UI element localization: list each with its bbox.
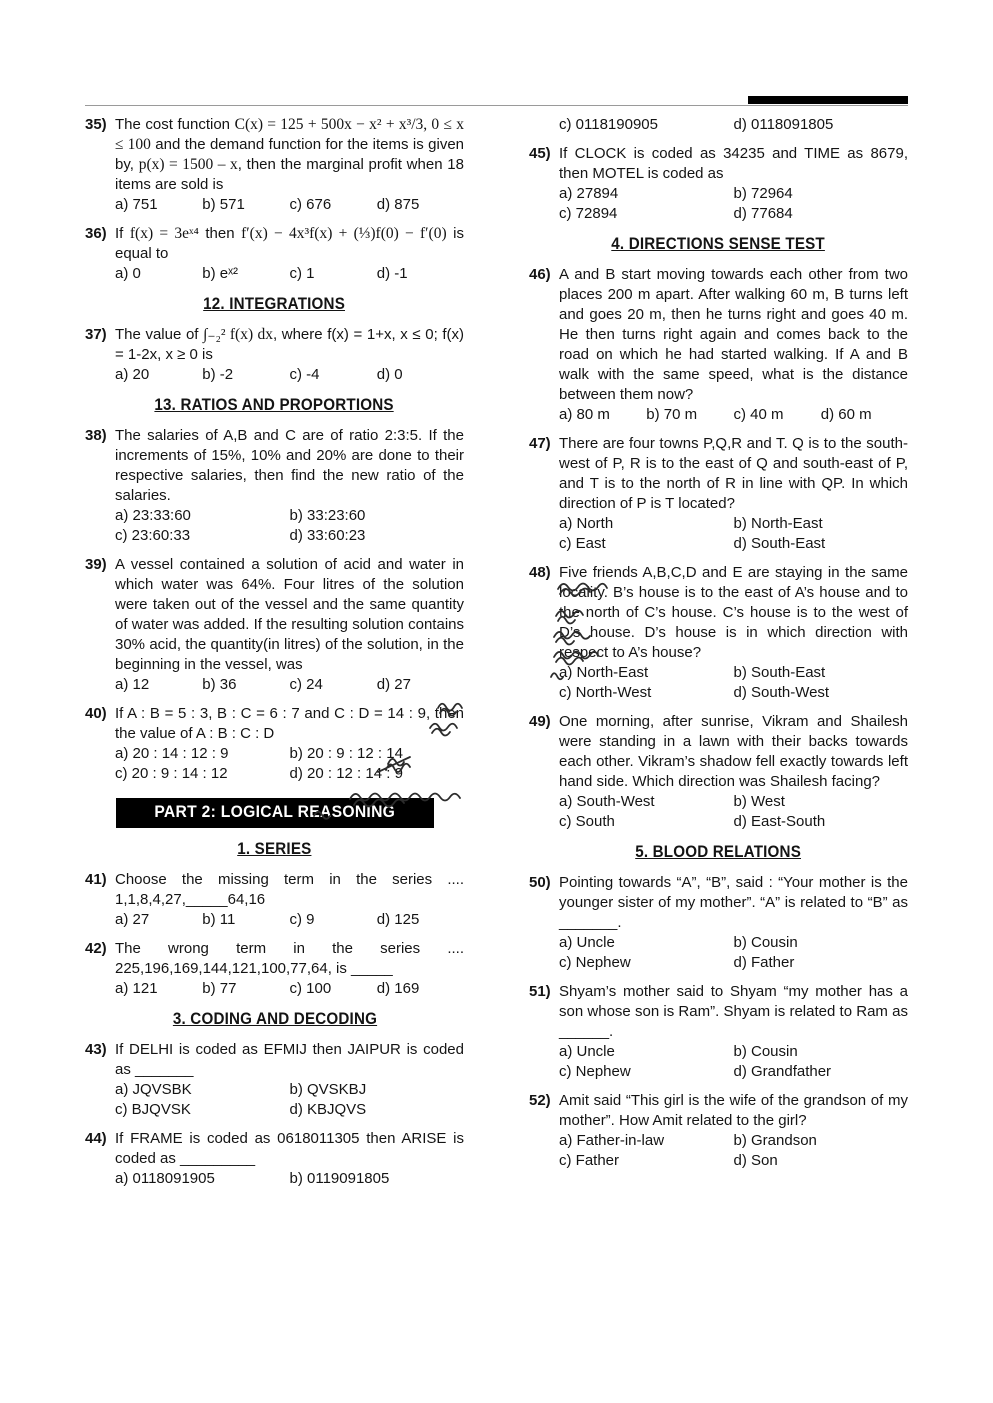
option-b: b) 20 : 9 : 12 : 14 [289,745,403,762]
question-number: 43) [85,1041,107,1058]
question-number: 36) [85,225,107,242]
options [559,184,908,224]
option-c: c) 23:60:33 [115,527,191,544]
options [559,792,908,832]
options [559,514,908,554]
section-heading-text: 1. SERIES [237,840,312,858]
question-text: A vessel contained a solution of acid and water in which water was 64%. Four litres of the solution were taken out of the vessel and the same quantity of water was added. If the resulting solution contains 30% acid, the quantity(in litres) of the solution, in the beginning in the vessel, was [115,556,464,673]
question-46 [529,265,908,425]
option-a: a) 121 [115,980,158,997]
question-49 [529,712,908,832]
question-number: 47) [529,435,551,452]
option-c: c) 0118190905 [559,116,658,133]
section-heading-text: 3. CODING AND DECODING [172,1010,377,1028]
option-b: b) 72964 [733,185,793,202]
option-c: c) Father [559,1152,620,1169]
options [115,195,464,215]
option-a: a) Father-in-law [559,1132,665,1149]
question-number: 37) [85,326,107,343]
option-b: b) QVSKBJ [289,1081,367,1098]
option-a: a) JQVSBK [115,1081,192,1098]
question-number: 40) [85,705,107,722]
question-45 [529,144,908,224]
question-text: The value of ∫₋₂² f(x) dx, where f(x) = 1+x, x ≤ 0; f(x) = 1-2x, x ≥ 0 is [115,326,465,363]
question-number: 45) [529,145,551,162]
section-heading-series [85,838,464,861]
option-a: a) North-East [559,664,649,681]
option-d: d) 77684 [733,205,793,222]
question-35 [85,115,464,215]
option-a: a) 0118091905 [115,1170,215,1187]
section-heading-blood-relations [529,841,908,864]
option-d: d) 20 : 12 : 14 : 9 [289,765,403,782]
option-d: d) 60 m [820,406,872,423]
option-a: a) 23:33:60 [115,507,191,524]
options [115,365,464,385]
question-number: 42) [85,940,107,957]
question-text: The wrong term in the series .... 225,196,169,144,121,100,77,64, is _____ [115,940,464,977]
question-38 [85,426,464,546]
question-body [559,144,908,224]
option-d: d) Son [733,1152,778,1169]
question-number-spacer [529,115,559,135]
question-body [115,1040,464,1120]
question-text: If DELHI is coded as EFMIJ then JAIPUR is coded as _______ [115,1041,464,1078]
question-44 [85,1129,464,1189]
question-number: 41) [85,871,107,888]
option-b: b) 0119091805 [289,1170,390,1187]
question-43 [85,1040,464,1120]
question-body [115,704,464,784]
top-black-bar [748,96,908,104]
option-d: d) South-East [733,535,826,552]
options [115,264,464,284]
question-body [115,224,464,284]
question-body [559,563,908,703]
question-number: 49) [529,713,551,730]
option-d: d) 33:60:23 [289,527,366,544]
question-number: 48) [529,564,551,581]
option-c: c) North-West [559,684,652,701]
question-52 [529,1091,908,1171]
question-body [115,115,464,215]
question-number: 50) [529,874,551,891]
options [115,506,464,546]
option-c: c) 9 [289,911,315,928]
option-d: d) East-South [733,813,826,830]
math-expression: ∫₋₂² f(x) dx [203,326,273,343]
question-50 [529,873,908,973]
part2-banner [116,798,434,828]
question-body [559,434,908,554]
option-b: b) 571 [202,196,245,213]
option-a: a) 20 [115,366,150,383]
option-b: b) 77 [202,980,237,997]
question-body [559,873,908,973]
right-column [529,115,908,1198]
question-text: Shyam’s mother said to Shyam “my mother has a son whose son is Ram”. Shyam is related to Ram as ______. [559,983,908,1040]
option-a: a) 12 [115,676,150,693]
question-48 [529,563,908,703]
option-d: d) -1 [376,265,408,282]
option-c: c) 100 [289,980,332,997]
options [559,663,908,703]
question-text: Pointing towards “A”, “B”, said : “Your mother is the younger sister of my mother”. “A” is related to “B” as _______. [559,874,908,931]
question-37 [85,325,464,385]
question-body [115,426,464,546]
option-b: b) -2 [202,366,234,383]
option-a: a) 27894 [559,185,619,202]
question-body [559,1091,908,1171]
question-text: Choose the missing term in the series .... 1,1,8,4,27,_____64,16 [115,871,464,908]
option-d: d) 27 [376,676,411,693]
section-heading-directions [529,233,908,256]
question-body [115,325,464,385]
question-number: 46) [529,266,551,283]
question-number: 35) [85,116,107,133]
option-b: b) West [733,793,785,810]
option-a: a) Uncle [559,934,615,951]
options [115,979,464,999]
option-c: c) 20 : 9 : 14 : 12 [115,765,228,782]
top-rule [85,105,908,106]
question-number: 39) [85,556,107,573]
section-heading-text: 13. RATIOS AND PROPORTIONS [154,396,395,414]
question-text: Five friends A,B,C,D and E are staying in the same locality. B’s house is to the east of A’s house and to the north of C’s house. C’s house is to the west of D’s house. D’s house is in which direction with respect to A’s house? [559,564,908,661]
options [559,933,908,973]
question-text: Amit said “This girl is the wife of the grandson of my mother”. How Amit related to the girl? [559,1092,908,1129]
options [559,405,908,425]
question-number: 52) [529,1092,551,1109]
question-text: One morning, after sunrise, Vikram and Shailesh were standing in a lawn with their backs towards each other. Vikram’s shadow fell exactly towards left hand side. Which direction was Shailesh facing? [559,713,908,790]
question-44-continued-options [529,115,908,135]
option-d: d) KBJQVS [289,1101,367,1118]
section-heading-coding [85,1008,464,1031]
options [115,910,464,930]
option-d: d) South-West [733,684,830,701]
option-d: d) Grandfather [733,1063,832,1080]
question-text: The salaries of A,B and C are of ratio 2:3:5. If the increments of 15%, 10% and 20% are done to their respective salaries, then find the new ratio of the salaries. [115,427,464,504]
options [115,1169,464,1189]
question-text: If CLOCK is coded as 34235 and TIME as 8679, then MOTEL is coded as [559,145,908,182]
math-expression: f′(x) − 4x³f(x) + (⅓)f(0) − f′(0) [241,225,447,242]
option-d: d) 875 [376,196,420,213]
question-text: If A : B = 5 : 3, B : C = 6 : 7 and C : D = 14 : 9, then the value of A : B : C : D [115,705,464,742]
option-b: b) 70 m [646,406,698,423]
question-number: 51) [529,983,551,1000]
option-c: c) 40 m [733,406,784,423]
option-d: d) Father [733,954,795,971]
option-c: c) BJQVSK [115,1101,191,1118]
left-column [85,115,464,1198]
question-body [559,115,908,135]
option-c: c) 72894 [559,205,618,222]
option-a: a) 0 [115,265,141,282]
option-c: c) East [559,535,606,552]
options [559,1131,908,1171]
option-b: b) Cousin [733,1043,798,1060]
question-text: If FRAME is coded as 0618011305 then ARISE is coded as _________ [115,1130,464,1167]
question-body [115,1129,464,1189]
option-c: c) South [559,813,615,830]
option-b: b) North-East [733,515,823,532]
question-body [115,555,464,695]
math-expression: p(x) = 1500 – x [138,156,238,173]
option-a: a) 80 m [559,406,610,423]
question-number: 44) [85,1130,107,1147]
question-body [559,982,908,1082]
option-c: c) 1 [289,265,315,282]
question-36 [85,224,464,284]
section-heading-integrations [85,293,464,316]
question-47 [529,434,908,554]
option-d: d) 125 [376,911,420,928]
option-b: b) South-East [733,664,826,681]
option-d: d) 169 [376,980,420,997]
question-text: There are four towns P,Q,R and T. Q is to the south-west of P, R is to the east of Q and south-east of P, and T is to the north of R in line with QP. In which direction of P is T located? [559,435,908,512]
question-body [115,870,464,930]
section-heading-ratios [85,394,464,417]
math-expression: C(x) = 125 + 500x − x² + x³/3, 0 ≤ x ≤ 100 [115,116,464,153]
options [559,1042,908,1082]
option-a: a) Uncle [559,1043,615,1060]
math-expression: f(x) = 3eˣ⁴ [129,225,199,242]
option-d: d) 0118091805 [733,116,834,133]
option-d: d) 0 [376,366,403,383]
two-column-layout [85,115,908,1198]
question-40 [85,704,464,784]
option-a: a) South-West [559,793,655,810]
option-c: c) -4 [289,366,320,383]
option-b: b) Grandson [733,1132,817,1149]
option-a: a) 751 [115,196,158,213]
options [115,1080,464,1120]
question-39 [85,555,464,695]
options [115,675,464,695]
question-text: A and B start moving towards each other from two places 200 m apart. After walking 60 m, B turns left and goes 20 m, then he turns right and goes 40 m. He then turns right again and comes back to the road on which he had started walking. If A and B walk with the same speed, what is the distance between them now? [559,266,908,403]
option-b: b) eˣ² [202,265,239,282]
question-42 [85,939,464,999]
question-body [115,939,464,999]
question-number: 38) [85,427,107,444]
option-a: a) North [559,515,614,532]
option-b: b) 36 [202,676,237,693]
option-a: a) 27 [115,911,150,928]
question-body [559,712,908,832]
part2-banner-text: PART 2: LOGICAL REASONING [154,803,395,821]
question-51 [529,982,908,1082]
section-heading-text: 5. BLOOD RELATIONS [635,843,802,861]
options [559,115,908,135]
option-b: b) 33:23:60 [289,507,366,524]
question-41 [85,870,464,930]
option-c: c) 676 [289,196,332,213]
option-b: b) 11 [202,911,236,928]
question-text: The cost function C(x) = 125 + 500x − x² + x³/3, 0 ≤ x ≤ 100 and the demand function for the items is given by, p(x) = 1500 – x, then the marginal profit when 18 items are sold is [115,116,464,193]
option-c: c) 24 [289,676,323,693]
option-c: c) Nephew [559,954,631,971]
section-heading-text: 4. DIRECTIONS SENSE TEST [611,235,826,253]
options [115,744,464,784]
option-b: b) Cousin [733,934,798,951]
option-a: a) 20 : 14 : 12 : 9 [115,745,229,762]
question-text: If f(x) = 3eˣ⁴ then f′(x) − 4x³f(x) + (⅓)f(0) − f′(0) is equal to [115,225,464,262]
section-heading-text: 12. INTEGRATIONS [203,295,346,313]
question-body [559,265,908,425]
option-c: c) Nephew [559,1063,631,1080]
